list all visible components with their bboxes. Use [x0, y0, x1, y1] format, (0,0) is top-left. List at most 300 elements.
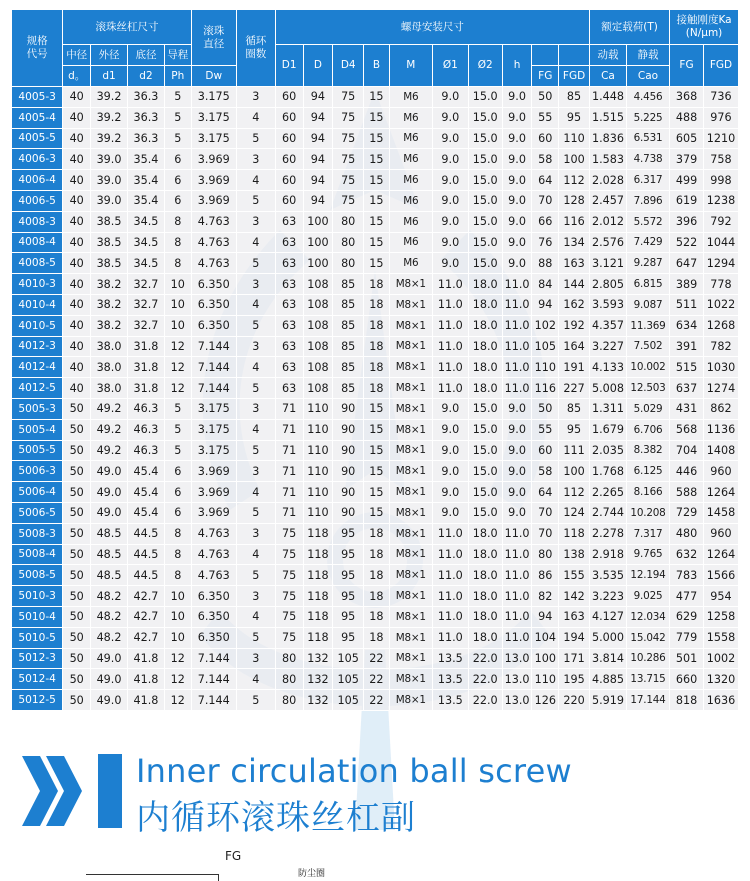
- table-cell: 85: [559, 398, 590, 419]
- model-code-cell: 4008-5: [12, 253, 63, 274]
- table-cell: 39.2: [91, 87, 128, 108]
- table-cell: 488: [670, 107, 704, 128]
- table-cell: 138: [559, 544, 590, 565]
- model-code-cell: 4010-3: [12, 274, 63, 295]
- table-cell: 80: [275, 648, 303, 669]
- table-cell: M8×1: [389, 398, 432, 419]
- table-cell: 11.0: [432, 606, 468, 627]
- header-col-FGD: FGD: [559, 66, 590, 87]
- table-cell: 70: [532, 190, 559, 211]
- table-cell: 8.382: [626, 440, 669, 461]
- table-cell: 194: [559, 627, 590, 648]
- table-cell: 998: [703, 170, 738, 191]
- table-cell: 63: [275, 232, 303, 253]
- table-cell: M8×1: [389, 502, 432, 523]
- table-cell: 960: [703, 461, 738, 482]
- table-cell: 1294: [703, 253, 738, 274]
- table-cell: 9.0: [432, 482, 468, 503]
- table-cell: 1268: [703, 315, 738, 336]
- table-cell: 9.0: [432, 461, 468, 482]
- table-cell: 9.287: [626, 253, 669, 274]
- table-cell: 38.2: [91, 315, 128, 336]
- table-cell: 100: [559, 461, 590, 482]
- table-cell: 736: [703, 87, 738, 108]
- table-cell: 10: [164, 606, 191, 627]
- table-cell: 11.0: [502, 274, 532, 295]
- table-cell: 15: [364, 211, 390, 232]
- double-chevron-right-icon: [18, 752, 88, 830]
- table-row: [12, 128, 739, 149]
- table-cell: 11.0: [502, 523, 532, 544]
- table-cell: 110: [532, 357, 559, 378]
- table-cell: 10.002: [626, 357, 669, 378]
- model-code-cell: 5006-3: [12, 461, 63, 482]
- table-row: [12, 461, 739, 482]
- table-cell: 10: [164, 586, 191, 607]
- header-col-FG-spacer: [532, 45, 559, 66]
- header-stiffness-group: 接触刚度Ka (N/μm): [670, 10, 739, 45]
- table-cell: 5: [236, 502, 275, 523]
- table-cell: 18.0: [468, 294, 502, 315]
- table-cell: 50: [63, 544, 91, 565]
- table-cell: 15.0: [468, 461, 502, 482]
- table-cell: 44.5: [128, 523, 165, 544]
- table-row: [12, 669, 739, 690]
- header-screw-size-group: 滚珠丝杠尺寸: [63, 10, 191, 45]
- table-cell: 12: [164, 378, 191, 399]
- table-cell: M8×1: [389, 336, 432, 357]
- table-row: [12, 357, 739, 378]
- table-cell: 18: [364, 336, 390, 357]
- table-cell: 118: [303, 606, 333, 627]
- model-code-cell: 4010-5: [12, 315, 63, 336]
- table-cell: 2.265: [590, 482, 627, 503]
- table-cell: 629: [670, 606, 704, 627]
- table-cell: 50: [63, 586, 91, 607]
- table-cell: 94: [303, 190, 333, 211]
- table-cell: 9.0: [432, 211, 468, 232]
- table-cell: 22: [364, 648, 390, 669]
- table-cell: 105: [333, 669, 364, 690]
- table-cell: 75: [333, 170, 364, 191]
- table-cell: 9.0: [432, 87, 468, 108]
- table-cell: 13.5: [432, 669, 468, 690]
- table-cell: 9.0: [432, 253, 468, 274]
- table-cell: 49.0: [91, 461, 128, 482]
- table-cell: 75: [275, 544, 303, 565]
- table-cell: 1258: [703, 606, 738, 627]
- table-cell: 95: [333, 586, 364, 607]
- table-cell: 95: [333, 565, 364, 586]
- table-cell: 9.0: [502, 128, 532, 149]
- section-title-cn: 内循环滚珠丝杠副: [136, 798, 416, 838]
- table-cell: 9.0: [432, 107, 468, 128]
- table-cell: 4.763: [191, 523, 236, 544]
- table-cell: 3.175: [191, 87, 236, 108]
- table-cell: 15: [364, 440, 390, 461]
- table-cell: 4.885: [590, 669, 627, 690]
- table-cell: 63: [275, 378, 303, 399]
- table-cell: 5: [164, 419, 191, 440]
- table-cell: 6.350: [191, 274, 236, 295]
- table-cell: 6: [164, 482, 191, 503]
- table-cell: 10: [164, 315, 191, 336]
- table-cell: 11.0: [432, 565, 468, 586]
- table-cell: 758: [703, 149, 738, 170]
- table-cell: 5.029: [626, 398, 669, 419]
- table-cell: 7.144: [191, 648, 236, 669]
- table-cell: 126: [532, 690, 559, 711]
- table-cell: 15: [364, 253, 390, 274]
- table-cell: 477: [670, 586, 704, 607]
- table-cell: 111: [559, 440, 590, 461]
- header-lead: 导程: [164, 45, 191, 66]
- table-cell: 18: [364, 315, 390, 336]
- table-cell: 38.0: [91, 336, 128, 357]
- table-cell: 5.572: [626, 211, 669, 232]
- table-cell: 108: [303, 336, 333, 357]
- table-cell: 15.0: [468, 232, 502, 253]
- table-cell: 3.175: [191, 128, 236, 149]
- table-cell: 7.144: [191, 357, 236, 378]
- table-cell: 11.0: [432, 357, 468, 378]
- table-cell: 108: [303, 315, 333, 336]
- table-cell: 40: [63, 87, 91, 108]
- table-cell: 446: [670, 461, 704, 482]
- table-cell: 41.8: [128, 648, 165, 669]
- table-cell: 63: [275, 211, 303, 232]
- table-cell: 7.896: [626, 190, 669, 211]
- table-cell: M6: [389, 107, 432, 128]
- table-cell: 7.144: [191, 336, 236, 357]
- table-cell: 70: [532, 502, 559, 523]
- table-cell: 11.0: [502, 544, 532, 565]
- table-row: [12, 87, 739, 108]
- table-cell: 3.535: [590, 565, 627, 586]
- table-cell: 58: [532, 461, 559, 482]
- table-cell: 48.2: [91, 606, 128, 627]
- table-cell: 40: [63, 170, 91, 191]
- table-cell: M6: [389, 87, 432, 108]
- model-code-cell: 5010-4: [12, 606, 63, 627]
- table-cell: 5: [236, 190, 275, 211]
- table-cell: 90: [333, 440, 364, 461]
- table-row: [12, 378, 739, 399]
- table-cell: 9.0: [502, 502, 532, 523]
- table-cell: 7.144: [191, 669, 236, 690]
- model-code-cell: 5005-4: [12, 419, 63, 440]
- table-cell: 10.208: [626, 502, 669, 523]
- table-cell: 4.357: [590, 315, 627, 336]
- table-cell: 40: [63, 232, 91, 253]
- table-cell: 5: [164, 398, 191, 419]
- header-circuits: 循环 圈数: [236, 10, 275, 87]
- table-cell: 15: [364, 190, 390, 211]
- table-cell: 11.0: [502, 357, 532, 378]
- table-cell: 9.0: [502, 87, 532, 108]
- table-cell: M8×1: [389, 565, 432, 586]
- table-cell: 18: [364, 357, 390, 378]
- table-cell: 40: [63, 274, 91, 295]
- table-cell: 3: [236, 648, 275, 669]
- table-cell: 12: [164, 690, 191, 711]
- table-cell: 1636: [703, 690, 738, 711]
- table-cell: 862: [703, 398, 738, 419]
- table-cell: 18.0: [468, 565, 502, 586]
- model-code-cell: 4005-3: [12, 87, 63, 108]
- table-cell: 501: [670, 648, 704, 669]
- model-code-cell: 4006-4: [12, 170, 63, 191]
- table-cell: 6.350: [191, 606, 236, 627]
- table-cell: 3: [236, 336, 275, 357]
- table-cell: 155: [559, 565, 590, 586]
- table-cell: 5: [236, 128, 275, 149]
- table-cell: 1238: [703, 190, 738, 211]
- table-cell: 36.3: [128, 87, 165, 108]
- table-row: [12, 398, 739, 419]
- ball-screw-spec-table: [11, 9, 739, 711]
- section-title-en: Inner circulation ball screw: [136, 752, 572, 790]
- table-cell: 11.0: [432, 294, 468, 315]
- table-cell: 80: [333, 232, 364, 253]
- table-cell: 1.679: [590, 419, 627, 440]
- table-cell: 1002: [703, 648, 738, 669]
- table-cell: 132: [303, 669, 333, 690]
- table-cell: 60: [275, 149, 303, 170]
- table-cell: 22: [364, 690, 390, 711]
- table-cell: 13.0: [502, 648, 532, 669]
- table-cell: 389: [670, 274, 704, 295]
- table-cell: 9.025: [626, 586, 669, 607]
- table-row: [12, 544, 739, 565]
- table-cell: 60: [275, 190, 303, 211]
- table-cell: 11.0: [432, 274, 468, 295]
- table-cell: 4.456: [626, 87, 669, 108]
- table-cell: 3: [236, 211, 275, 232]
- table-cell: 40: [63, 336, 91, 357]
- table-cell: 49.0: [91, 648, 128, 669]
- header-rated-load-group: 额定载荷(T): [590, 10, 670, 45]
- table-cell: 85: [333, 378, 364, 399]
- table-row: [12, 606, 739, 627]
- table-cell: 11.369: [626, 315, 669, 336]
- table-cell: 15: [364, 461, 390, 482]
- table-cell: 39.0: [91, 149, 128, 170]
- table-cell: 50: [63, 461, 91, 482]
- header-ball-diameter: 滚珠 直径: [191, 10, 236, 66]
- table-cell: 9.765: [626, 544, 669, 565]
- table-cell: 50: [63, 419, 91, 440]
- table-cell: 162: [559, 294, 590, 315]
- table-cell: 18.0: [468, 357, 502, 378]
- table-cell: 144: [559, 274, 590, 295]
- table-cell: 35.4: [128, 190, 165, 211]
- table-cell: 40: [63, 294, 91, 315]
- table-cell: 41.8: [128, 690, 165, 711]
- table-cell: 6: [164, 149, 191, 170]
- header-nut-install-group: 螺母安装尺寸: [275, 10, 589, 45]
- table-cell: 163: [559, 606, 590, 627]
- table-cell: 5: [236, 565, 275, 586]
- table-cell: 132: [303, 690, 333, 711]
- table-cell: 4: [236, 107, 275, 128]
- table-cell: 11.0: [432, 586, 468, 607]
- table-cell: M8×1: [389, 440, 432, 461]
- table-cell: 95: [333, 606, 364, 627]
- header-stiffness-FG: FG: [670, 45, 704, 87]
- table-cell: 6.531: [626, 128, 669, 149]
- table-cell: 90: [333, 502, 364, 523]
- model-code-cell: 5006-4: [12, 482, 63, 503]
- table-cell: 46.3: [128, 440, 165, 461]
- table-cell: 7.502: [626, 336, 669, 357]
- header-sym-Cao: Cao: [626, 66, 669, 87]
- table-cell: 75: [275, 627, 303, 648]
- table-cell: 15: [364, 107, 390, 128]
- table-cell: 5: [236, 440, 275, 461]
- table-cell: 5: [236, 378, 275, 399]
- table-row: [12, 211, 739, 232]
- table-cell: 3.593: [590, 294, 627, 315]
- table-cell: 515: [670, 357, 704, 378]
- table-cell: 4: [236, 669, 275, 690]
- table-cell: 110: [532, 669, 559, 690]
- table-cell: M6: [389, 149, 432, 170]
- table-cell: 568: [670, 419, 704, 440]
- header-sym-d0: d。: [63, 66, 91, 87]
- table-cell: 11.0: [432, 336, 468, 357]
- table-cell: 18: [364, 523, 390, 544]
- table-row: [12, 419, 739, 440]
- table-cell: 18.0: [468, 544, 502, 565]
- table-cell: 3: [236, 398, 275, 419]
- table-cell: 95: [333, 627, 364, 648]
- table-cell: M8×1: [389, 690, 432, 711]
- table-cell: 1.448: [590, 87, 627, 108]
- table-cell: 171: [559, 648, 590, 669]
- table-cell: 105: [333, 648, 364, 669]
- table-cell: M8×1: [389, 274, 432, 295]
- table-cell: 588: [670, 482, 704, 503]
- header-root-diameter: 底径: [128, 45, 165, 66]
- table-cell: 75: [333, 149, 364, 170]
- model-code-cell: 4012-4: [12, 357, 63, 378]
- table-cell: 605: [670, 128, 704, 149]
- table-cell: 779: [670, 627, 704, 648]
- table-cell: 9.0: [432, 190, 468, 211]
- table-cell: 11.0: [432, 523, 468, 544]
- table-cell: 11.0: [502, 378, 532, 399]
- table-cell: 9.087: [626, 294, 669, 315]
- table-cell: 80: [532, 544, 559, 565]
- table-cell: 40: [63, 211, 91, 232]
- table-cell: 192: [559, 315, 590, 336]
- table-cell: 5: [236, 690, 275, 711]
- table-cell: 220: [559, 690, 590, 711]
- table-cell: 9.0: [502, 398, 532, 419]
- table-cell: 1558: [703, 627, 738, 648]
- table-row: [12, 315, 739, 336]
- model-code-cell: 5010-3: [12, 586, 63, 607]
- drawing-label-dust-seal: 防尘圈: [298, 869, 326, 879]
- table-cell: 15: [364, 502, 390, 523]
- table-cell: 15.0: [468, 211, 502, 232]
- table-cell: 40: [63, 357, 91, 378]
- table-cell: M8×1: [389, 482, 432, 503]
- table-cell: 15.0: [468, 419, 502, 440]
- table-cell: 647: [670, 253, 704, 274]
- table-cell: 6.125: [626, 461, 669, 482]
- table-cell: M8×1: [389, 523, 432, 544]
- table-cell: 40: [63, 128, 91, 149]
- model-code-cell: 5012-5: [12, 690, 63, 711]
- table-cell: 60: [275, 107, 303, 128]
- table-cell: 11.0: [432, 627, 468, 648]
- table-cell: 12: [164, 669, 191, 690]
- table-cell: 90: [333, 419, 364, 440]
- table-cell: 3.175: [191, 107, 236, 128]
- table-cell: 116: [559, 211, 590, 232]
- table-cell: 1274: [703, 378, 738, 399]
- table-cell: 118: [303, 565, 333, 586]
- table-cell: 50: [63, 648, 91, 669]
- table-cell: 12: [164, 336, 191, 357]
- table-cell: 64: [532, 482, 559, 503]
- table-cell: 1.515: [590, 107, 627, 128]
- table-cell: 3.969: [191, 190, 236, 211]
- table-cell: 10: [164, 294, 191, 315]
- table-cell: 7.144: [191, 378, 236, 399]
- table-cell: 85: [333, 315, 364, 336]
- table-cell: 63: [275, 315, 303, 336]
- table-cell: 18.0: [468, 336, 502, 357]
- table-cell: 1320: [703, 669, 738, 690]
- table-cell: 50: [63, 627, 91, 648]
- table-cell: 5.000: [590, 627, 627, 648]
- table-cell: 3: [236, 274, 275, 295]
- header-sym-d1: d1: [91, 66, 128, 87]
- table-cell: 75: [333, 107, 364, 128]
- table-cell: 3.969: [191, 482, 236, 503]
- table-cell: 15: [364, 482, 390, 503]
- model-code-cell: 5006-5: [12, 502, 63, 523]
- header-col-FGD-spacer: [559, 45, 590, 66]
- table-cell: 42.7: [128, 606, 165, 627]
- table-cell: 1458: [703, 502, 738, 523]
- table-cell: 18: [364, 606, 390, 627]
- table-cell: 50: [63, 523, 91, 544]
- table-cell: 818: [670, 690, 704, 711]
- table-cell: 9.0: [502, 190, 532, 211]
- table-cell: 42.7: [128, 627, 165, 648]
- table-cell: 38.0: [91, 378, 128, 399]
- table-cell: 49.0: [91, 502, 128, 523]
- table-cell: 48.5: [91, 523, 128, 544]
- table-cell: 71: [275, 482, 303, 503]
- table-cell: M6: [389, 128, 432, 149]
- table-cell: 50: [63, 398, 91, 419]
- table-row: [12, 523, 739, 544]
- table-cell: 13.715: [626, 669, 669, 690]
- table-cell: 38.5: [91, 253, 128, 274]
- table-cell: 11.0: [502, 294, 532, 315]
- table-cell: M6: [389, 170, 432, 191]
- table-cell: 4: [236, 419, 275, 440]
- table-cell: 960: [703, 523, 738, 544]
- table-cell: 634: [670, 315, 704, 336]
- table-cell: 15.0: [468, 482, 502, 503]
- table-cell: 10: [164, 274, 191, 295]
